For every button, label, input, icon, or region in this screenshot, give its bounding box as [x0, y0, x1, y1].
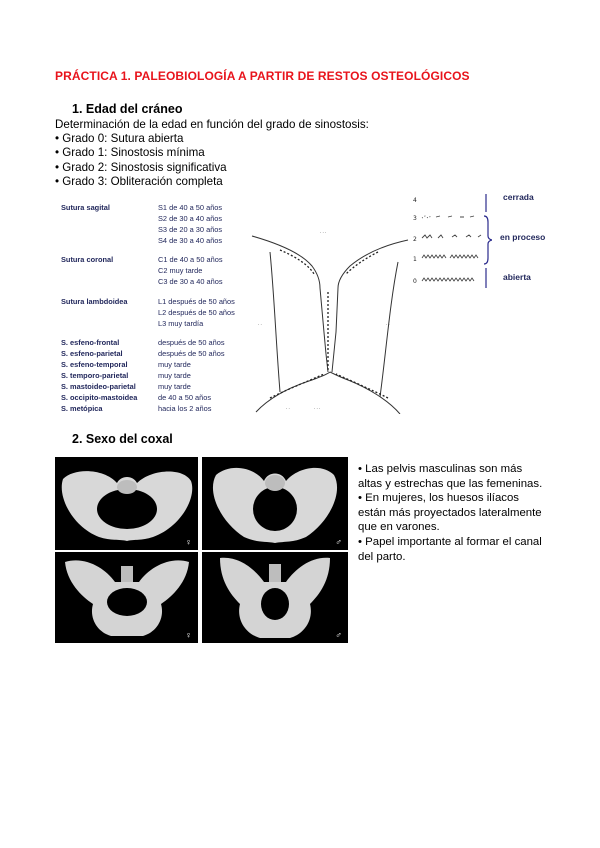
section-heading-coxal: 2. Sexo del coxal — [72, 432, 173, 446]
scale-number: 1 — [413, 256, 417, 263]
svg-text:· ·: · · — [258, 322, 262, 327]
suture-value: después de 50 años — [158, 338, 225, 347]
suture-value: L1 después de 50 años — [158, 297, 235, 306]
scale-number: 3 — [413, 215, 417, 222]
grade-item: • Grado 2: Sinostosis significativa — [55, 161, 227, 174]
suture-label: S. esfeno-frontal — [61, 338, 120, 347]
suture-value: C1 de 40 a 50 años — [158, 255, 223, 264]
intro-text: Determinación de la edad en función del grado de sinostosis: — [55, 118, 369, 131]
suture-label: Sutura sagital — [61, 203, 110, 212]
suture-value: L2 después de 50 años — [158, 308, 235, 317]
suture-value: L3 muy tardía — [158, 319, 204, 328]
female-symbol: ♀ — [185, 537, 192, 547]
pelvis-photo-female-top — [55, 457, 198, 550]
grade-item: • Grado 1: Sinostosis mínima — [55, 146, 205, 159]
male-symbol: ♂ — [335, 537, 342, 547]
bullet-item: • En mujeres, los huesos ilíacos están más proyectados lateralmente que en varones. — [358, 492, 542, 534]
suture-label: S. mastoideo-parietal — [61, 382, 136, 391]
female-symbol: ♀ — [185, 630, 192, 640]
suture-label: S. occipito-mastoidea — [61, 393, 138, 402]
bullet-item: • Las pelvis masculinas son más altas y estrechas que las femeninas. — [358, 463, 543, 490]
scale-label-in-process: en proceso — [500, 232, 546, 242]
pelvis-photo-female-front — [55, 552, 198, 643]
suture-label: S. esfeno-temporal — [61, 360, 128, 369]
suture-value: C3 de 30 a 40 años — [158, 277, 223, 286]
suture-value: C2 muy tarde — [158, 266, 203, 275]
suture-label: Sutura lambdoidea — [61, 297, 128, 306]
scale-label-open: abierta — [503, 272, 531, 282]
grade-item: • Grado 0: Sutura abierta — [55, 132, 184, 145]
svg-text:· ·: · · — [286, 406, 290, 411]
obliteration-scale-diagram — [412, 192, 492, 290]
coxal-bullets — [358, 462, 548, 564]
pelvis-photo-male-front — [202, 552, 348, 643]
suture-label: S. metópica — [61, 404, 103, 413]
male-symbol: ♂ — [335, 630, 342, 640]
scale-number: 2 — [413, 236, 417, 243]
suture-label: S. temporo-parietal — [61, 371, 129, 380]
suture-value: de 40 a 50 años — [158, 393, 212, 402]
section-heading-skull: 1. Edad del cráneo — [72, 102, 183, 116]
scale-label-closed: cerrada — [503, 192, 534, 202]
suture-value: muy tarde — [158, 382, 191, 391]
suture-value: muy tarde — [158, 360, 191, 369]
svg-text:· ·: · · — [386, 322, 390, 327]
svg-text:· · ·: · · · — [314, 406, 321, 411]
grade-item: • Grado 3: Obliteración completa — [55, 175, 223, 188]
suture-value: S4 de 30 a 40 años — [158, 236, 223, 245]
suture-label: Sutura coronal — [61, 255, 114, 264]
scale-number: 4 — [413, 197, 417, 204]
suture-value: S2 de 30 a 40 años — [158, 214, 223, 223]
suture-value: después de 50 años — [158, 349, 225, 358]
suture-value: hacia los 2 años — [158, 404, 212, 413]
scale-number: 0 — [413, 278, 417, 285]
suture-value: muy tarde — [158, 371, 191, 380]
skull-suture-diagram — [250, 222, 410, 414]
page-title: PRÁCTICA 1. PALEOBIOLOGÍA A PARTIR DE RESTOS OSTEOLÓGICOS — [55, 69, 470, 83]
svg-text:· · ·: · · · — [320, 230, 327, 235]
pelvis-photo-male-top — [202, 457, 348, 550]
suture-value: S3 de 20 a 30 años — [158, 225, 223, 234]
suture-value: S1 de 40 a 50 años — [158, 203, 223, 212]
suture-label: S. esfeno-parietal — [61, 349, 123, 358]
bullet-item: • Papel importante al formar el canal del parto. — [358, 535, 542, 563]
